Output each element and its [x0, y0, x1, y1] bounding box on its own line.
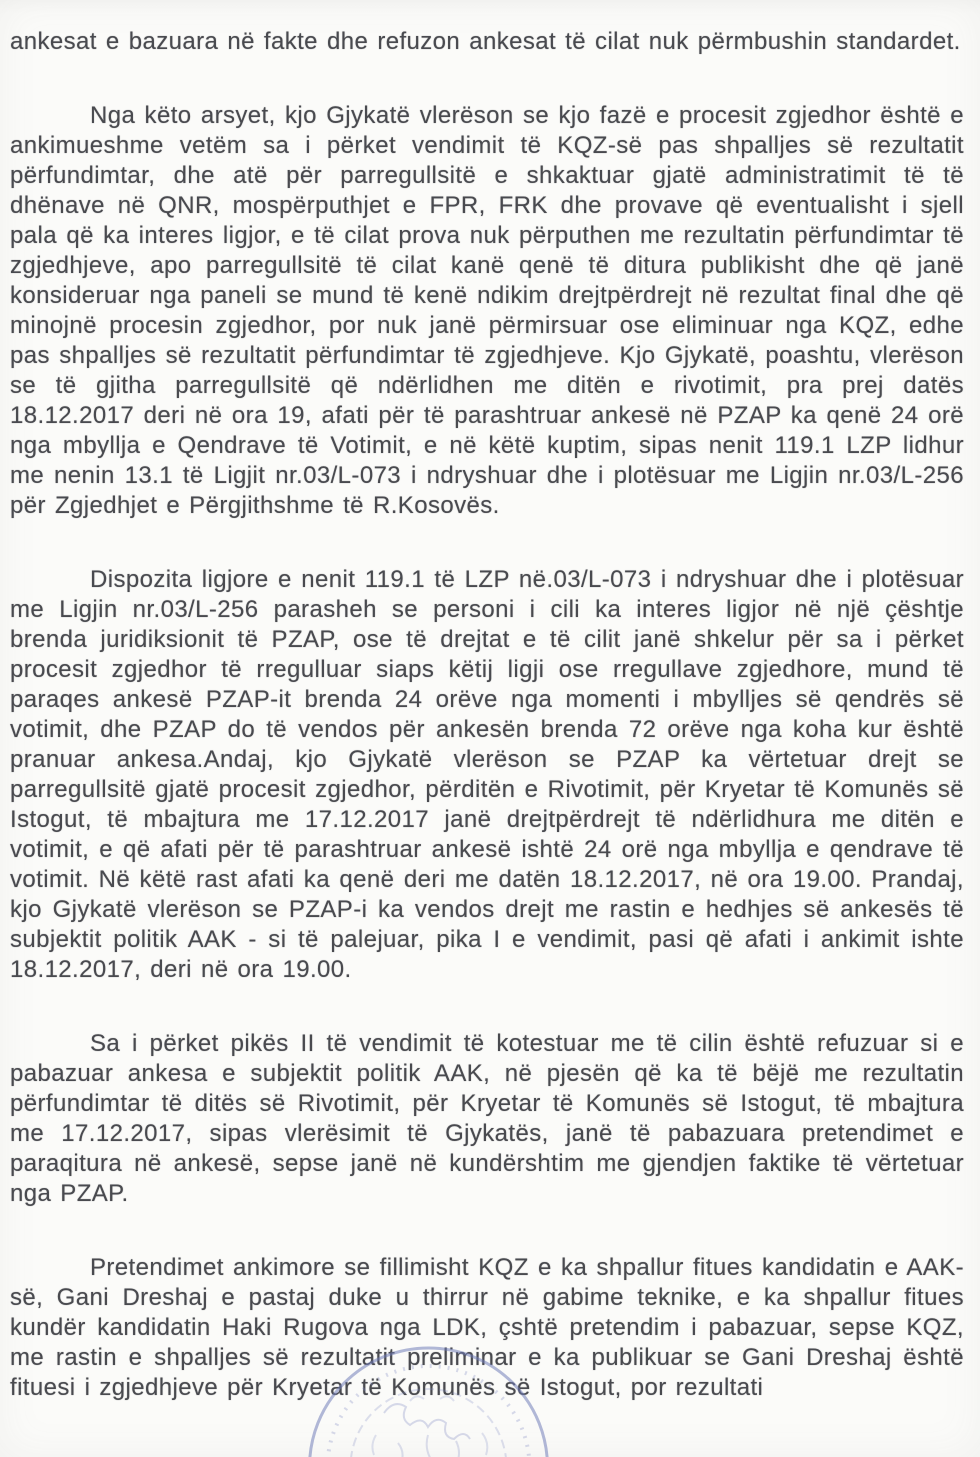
official-round-stamp-icon — [306, 1343, 551, 1457]
paragraph-appeal-claims: Pretendimet ankimore se fillimisht KQZ e ka shpallur fitues kandidatin e AAK-së, Gani Dreshaj e pastaj duke u thirrur në gabime teknike, e ka shpallur fitues kundër kandidatin Haki Rugova nga LDK, çshtë pretendim i pabazuar, sepse KQZ, me rastin e shpalljes së rezultatit preliminar e ka publikuar se Gani Dreshaj është fituesi i zgjedhjeve për Kryetar të Komunës së Istogut, por rezultati — [10, 1254, 964, 1401]
paragraph-continuation: ankesat e bazuara në fakte dhe refuzon ankesat të cilat nuk përmbushin standardet. — [10, 28, 961, 55]
paragraph-court-assessment: Nga këto arsyet, kjo Gjykatë vlerëson se kjo fazë e procesit zgjedhor është e ankimueshme vetëm sa i përket vendimit të KQZ-së pas shpalljes së rezultatit përfundimtar, dhe atë për parregullsitë e shkaktuar gjatë administratimit të të dhënave në QNR, mospërputhjet e FPR, FRK dhe provave që eventualisht i sjell pala që ka interes ligjor, e të cilat prova nuk përputhen me rezultatin përfundimtar të zgjedhjeve, apo parregullsitë të cilat kanë qenë të ditura publikisht dhe që janë konsideruar nga paneli se mund të kenë ndikim drejtpërdrejt në rezultat final dhe që minojnë procesin zgjedhor, por nuk janë përmirsuar ose eliminuar nga KQZ, edhe pas shpalljes së rezultatit përfundimtar të zgjedhjeve. Kjo Gjykatë, poashtu, vlerëson se të gjitha parregullsitë që ndërlidhen me ditën e rivotimit, pra prej datës 18.12.2017 deri në ora 19, afati për të parashtruar ankesë në PZAP ka qenë 24 orë nga mbyllja e Qendrave të Votimit, e në këtë kuptim, sipas nenit 119.1 LZP lidhur me nenin 13.1 të Ligjit nr.03/L-073 i ndryshuar dhe i plotësuar me Ligjin nr.03/L-256 për Zgjedhjet e Përgjithshme të R.Kosovës. — [10, 102, 964, 519]
paragraph-point-two: Sa i përket pikës II të vendimit të kotestuar me të cilin është refuzuar si e pabazuar ankesa e subjektit politik AAK, në pjesën që ka të bëjë me rezultatin përfundimtar të ditës së Rivotimit, për Kryetar të Komunës së Istogut, të mbajtura me 17.12.2017, sipas vlerësimit të Gjykatës, janë të pabazuara pretendimet e paraqitura në ankesë, sepse janë në kundërshtim me gjendjen faktike të vërtetuar nga PZAP. — [10, 1030, 964, 1207]
document-body-text — [10, 27, 964, 1403]
paragraph-legal-provision: Dispozita ligjore e nenit 119.1 të LZP në.03/L-073 i ndryshuar dhe i plotësuar me Ligjin nr.03/L-256 parasheh se personi i cili ka interes ligjor në një çështje brenda juridiksionit të PZAP, ose të drejtat e të cilit janë shkelur për sa i përket procesit zgjedhor të rregulluar siaps këtij ligji ose rregullave zgjedhore, mund të paraqes ankesë PZAP-it brenda 24 orëve nga momenti i mbylljes së qendrës së votimit, dhe PZAP do të vendos për ankesën brenda 72 orëve nga koha kur është pranuar ankesa.Andaj, kjo Gjykatë vlerëson se PZAP ka vërtetuar drejt se parregullsitë gjatë procesit zgjedhor, përditën e Rivotimit, për Kryetar të Komunës së Istogut, të mbajtura me 17.12.2017 janë drejtpërdrejt të ndërlidhura me ditën e votimit, e që afati për të parashtruar ankesë ishtë 24 orë nga mbyllja e qendrave të votimit. Në këtë rast afati ka qenë deri me datën 18.12.2017, në ora 19.00. Prandaj, kjo Gjykatë vlerëson se PZAP-i ka vendos drejt me rastin e hedhjes së ankesës të subjektit politik AAK - si të palejuar, pika I e vendimit, pasi që afati i ankimit ishte 18.12.2017, deri në ora 19.00. — [10, 566, 964, 983]
